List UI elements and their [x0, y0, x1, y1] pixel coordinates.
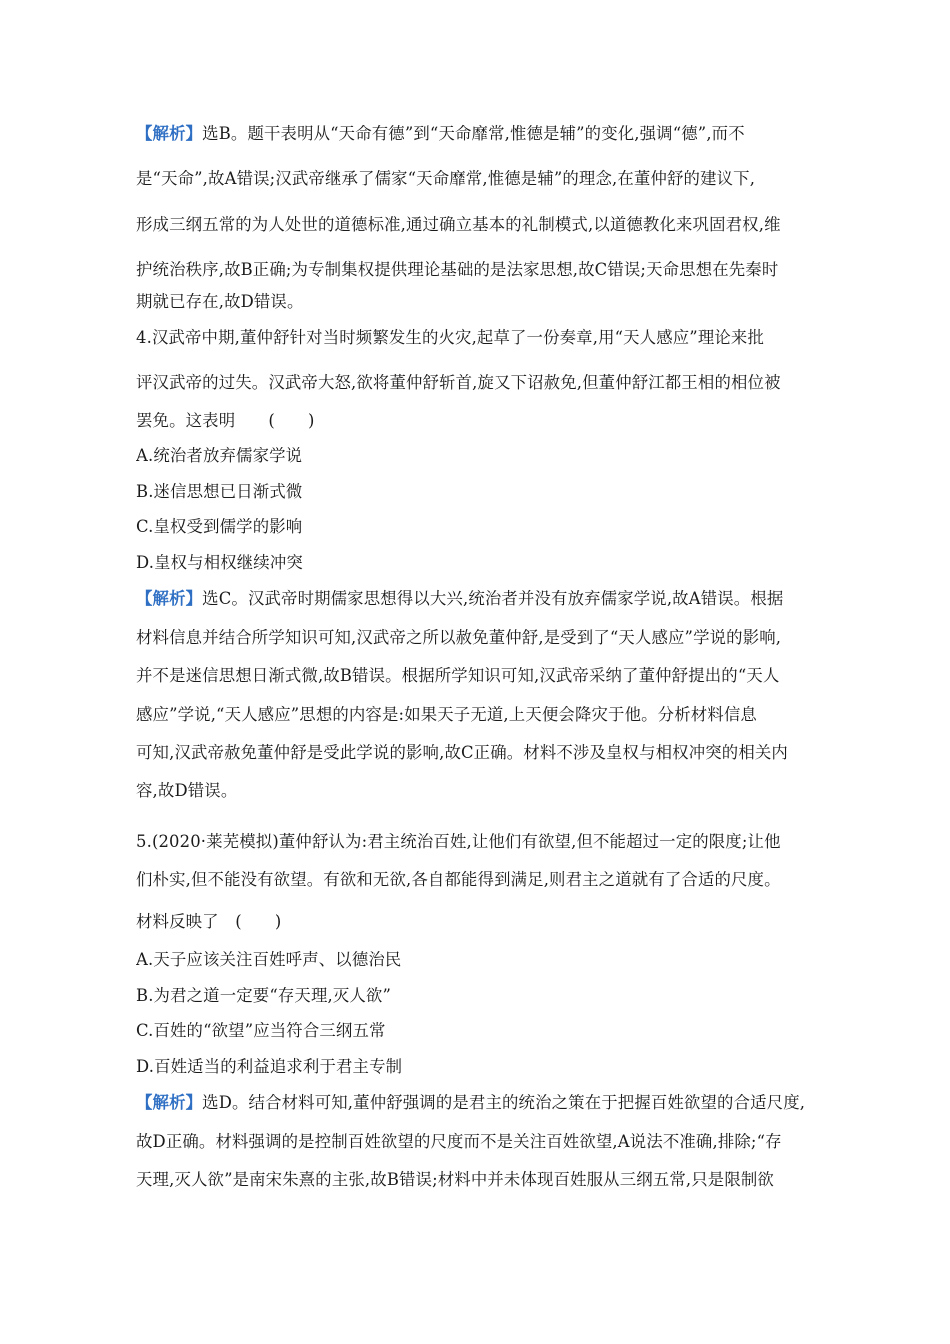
analysis-tag: 【解析】: [136, 124, 203, 143]
analysis-line: 护统治秩序,故B正确;为专制集权提供理论基础的是法家思想,故C错误;天命思想在先秦时: [136, 260, 779, 279]
question-4-option-c: C.皇权受到儒学的影响: [136, 517, 303, 536]
question-4-option-b: B.迷信思想已日渐式微: [136, 482, 303, 501]
analysis-line: 【解析】选B。题干表明从“天命有德”到“天命靡常,惟德是辅”的变化,强调“德”,而不: [136, 124, 745, 143]
analysis-line: 可知,汉武帝赦免董仲舒是受此学说的影响,故C正确。材料不涉及皇权与相权冲突的相关内: [136, 743, 788, 762]
analysis-line: 是“天命”,故A错误;汉武帝继承了儒家“天命靡常,惟德是辅”的理念,在董仲舒的建议下,: [136, 169, 756, 188]
question-4-option-a: A.统治者放弃儒家学说: [136, 446, 303, 465]
question-5-stem: 材料反映了 ( ): [136, 912, 282, 931]
analysis-line: 故D正确。材料强调的是控制百姓欲望的尺度而不是关注百姓欲望,A说法不准确,排除;“存: [136, 1132, 782, 1151]
analysis-line: 材料信息并结合所学知识可知,汉武帝之所以赦免董仲舒,是受到了“天人感应”学说的影响,: [136, 628, 782, 647]
analysis-tag: 【解析】: [136, 1093, 203, 1112]
question-5-option-c: C.百姓的“欲望”应当符合三纲五常: [136, 1021, 386, 1040]
question-5-option-d: D.百姓适当的利益追求利于君主专制: [136, 1057, 403, 1076]
analysis-line: 【解析】选C。汉武帝时期儒家思想得以大兴,统治者并没有放弃儒家学说,故A错误。根据: [136, 589, 784, 608]
analysis-line: 【解析】选D。结合材料可知,董仲舒强调的是君主的统治之策在于把握百姓欲望的合适尺度,: [136, 1093, 806, 1112]
question-5-option-a: A.天子应该关注百姓呼声、以德治民: [136, 950, 402, 969]
analysis-line: 并不是迷信思想日渐式微,故B错误。根据所学知识可知,汉武帝采纳了董仲舒提出的“天人: [136, 666, 780, 685]
analysis-line: 形成三纲五常的为人处世的道德标准,通过确立基本的礼制模式,以道德教化来巩固君权,维: [136, 215, 781, 234]
question-4-stem: 4.汉武帝中期,董仲舒针对当时频繁发生的火灾,起草了一份奏章,用“天人感应”理论来批: [136, 328, 764, 347]
question-4-stem: 评汉武帝的过失。汉武帝大怒,欲将董仲舒斩首,旋又下诏赦免,但董仲舒江都王相的相位被: [136, 373, 781, 392]
question-4-option-d: D.皇权与相权继续冲突: [136, 553, 303, 572]
analysis-line: 感应”学说,“天人感应”思想的内容是:如果天子无道,上天便会降灾于他。分析材料信息: [136, 705, 757, 724]
analysis-line: 天理,灭人欲”是南宋朱熹的主张,故B错误;材料中并未体现百姓服从三纲五常,只是限制欲: [136, 1170, 774, 1189]
question-5-stem: 5.(2020·莱芜模拟)董仲舒认为:君主统治百姓,让他们有欲望,但不能超过一定的限度;让他: [136, 832, 781, 851]
question-4-stem: 罢免。这表明 ( ): [136, 411, 315, 430]
analysis-line: 容,故D错误。: [136, 781, 238, 800]
analysis-tag: 【解析】: [136, 589, 203, 608]
question-5-option-b: B.为君之道一定要“存天理,灭人欲”: [136, 986, 392, 1005]
question-5-stem: 们朴实,但不能没有欲望。有欲和无欲,各自都能得到满足,则君主之道就有了合适的尺度。: [136, 870, 781, 889]
analysis-line: 期就已存在,故D错误。: [136, 292, 304, 311]
